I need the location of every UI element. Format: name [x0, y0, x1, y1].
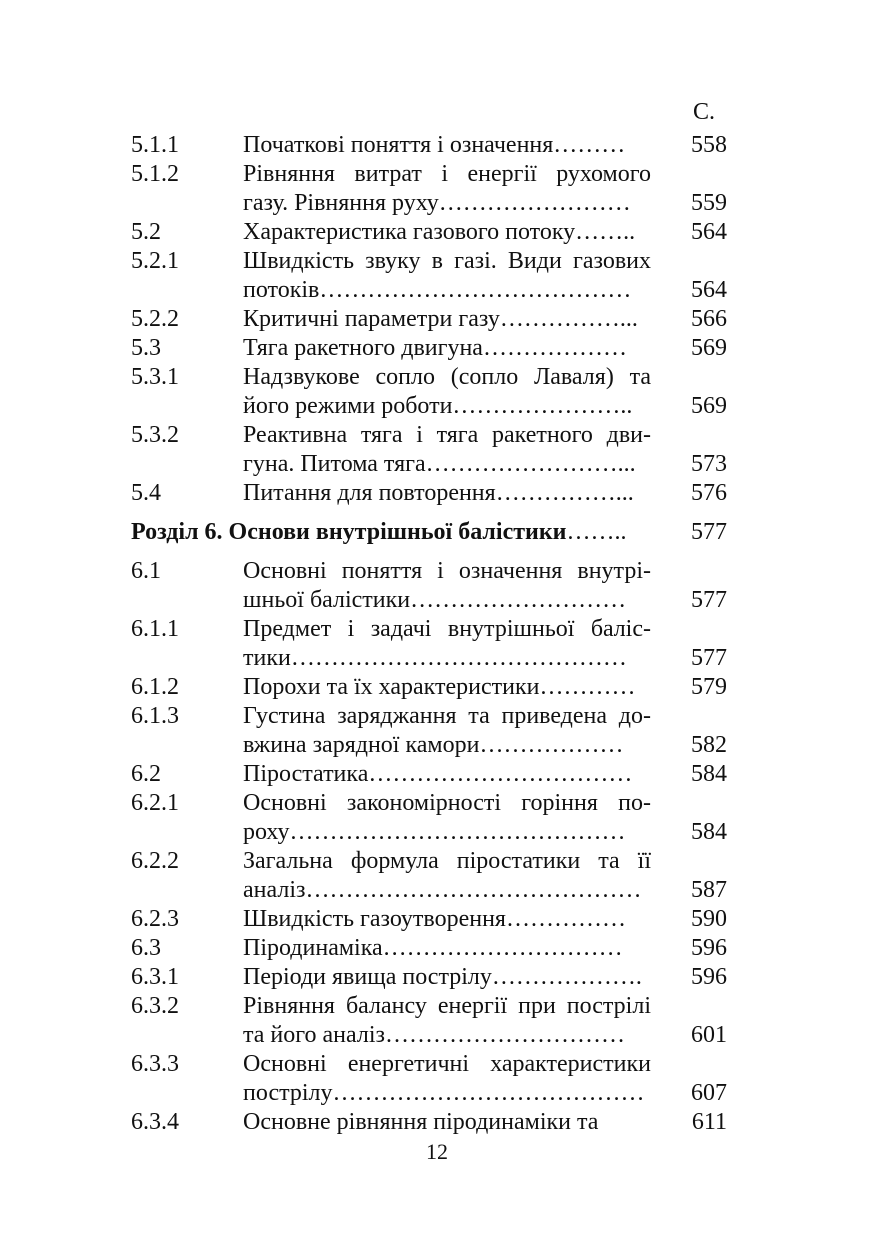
chapter-title: Розділ 6. Основи внутрішньої балістики [131, 519, 567, 545]
toc-entry [0, 218, 874, 247]
toc-entry [0, 1108, 874, 1137]
section-title-line: його режими роботи………………….. [243, 393, 633, 419]
section-title-line: Основне рівняння піродинаміки та [243, 1109, 599, 1135]
toc-entry [0, 702, 874, 760]
toc-entry [0, 963, 874, 992]
page-ref: 584 [691, 819, 727, 845]
toc-entry [0, 247, 874, 305]
page-ref: 579 [691, 674, 727, 700]
toc-entry [0, 160, 874, 218]
section-title-line: Рівняння витрат і енергії рухомого [243, 161, 651, 187]
section-title [243, 934, 651, 963]
toc-entry [0, 305, 874, 334]
toc-entry [0, 131, 874, 160]
section-title-line: Надзвукове сопло (сопло Лаваля) та [243, 364, 651, 390]
section-number: 6.3.2 [131, 993, 179, 1019]
section-title-line: Основні закономірності горіння по- [243, 790, 651, 816]
page-ref: 590 [691, 906, 727, 932]
section-title [243, 479, 651, 508]
section-number: 6.2.3 [131, 906, 179, 932]
section-title-line: вжина зарядної камори……………… [243, 732, 624, 758]
page-ref: 564 [691, 277, 727, 303]
section-number: 6.1 [131, 558, 161, 584]
section-number: 6.3.1 [131, 964, 179, 990]
section-title [243, 847, 651, 905]
section-number: 5.4 [131, 480, 161, 506]
toc-entry [0, 334, 874, 363]
section-number: 6.3.4 [131, 1109, 179, 1135]
page-ref: 577 [691, 645, 727, 671]
section-number: 6.2 [131, 761, 161, 787]
page-ref: 596 [691, 964, 727, 990]
section-title [243, 363, 651, 421]
page-ref: 569 [691, 393, 727, 419]
page-ref: 576 [691, 480, 727, 506]
section-title-line: Швидкість газоутворення…………… [243, 906, 626, 932]
section-title-line: аналіз…………………………………… [243, 877, 642, 903]
toc-entry [0, 615, 874, 673]
section-title [243, 334, 651, 363]
section-title-line: Піродинаміка………………………… [243, 935, 623, 961]
section-title-line: пострілу………………………………… [243, 1080, 645, 1106]
section-title-line: Швидкість звуку в газі. Види газових [243, 248, 651, 274]
section-title-line: Основні поняття і означення внутрі- [243, 558, 651, 584]
section-number: 5.3.1 [131, 364, 179, 390]
toc-entry [0, 363, 874, 421]
toc-entry [0, 934, 874, 963]
page-ref: 601 [691, 1022, 727, 1048]
section-title-line: Критичні параметри газу……………... [243, 306, 638, 332]
section-title-line: Загальна формула піростатики та її [243, 848, 651, 874]
page-ref: 611 [691, 1109, 727, 1135]
page-ref: 558 [691, 132, 727, 158]
section-number: 6.1.3 [131, 703, 179, 729]
toc-entry [0, 789, 874, 847]
toc-entry [0, 992, 874, 1050]
page-ref: 577 [691, 519, 727, 545]
page-ref: 582 [691, 732, 727, 758]
page-ref: 584 [691, 761, 727, 787]
section-title-line: шньої балістики……………………… [243, 587, 627, 613]
toc-entry [0, 673, 874, 702]
section-title-line: роху…………………………………… [243, 819, 626, 845]
section-number: 6.2.1 [131, 790, 179, 816]
section-title-line: та його аналіз………………………… [243, 1022, 626, 1048]
section-title-line: газу. Рівняння руху…………………… [243, 190, 631, 216]
section-title [243, 557, 651, 615]
table-of-contents [0, 131, 874, 1137]
page-ref: 596 [691, 935, 727, 961]
section-number: 5.2.1 [131, 248, 179, 274]
toc-entry [0, 847, 874, 905]
section-title [243, 131, 651, 160]
section-title-line: Густина заряджання та приведена до- [243, 703, 651, 729]
page-ref: 566 [691, 306, 727, 332]
page-ref: 577 [691, 587, 727, 613]
section-title [243, 673, 651, 702]
section-number: 5.2.2 [131, 306, 179, 332]
chapter-dots: …….. [566, 519, 627, 545]
page-ref: 573 [691, 451, 727, 477]
section-number: 6.2.2 [131, 848, 179, 874]
toc-entry [0, 557, 874, 615]
section-title-line: Періоди явища пострілу………………. [243, 964, 642, 990]
toc-entry [0, 1050, 874, 1108]
section-number: 5.3 [131, 335, 161, 361]
page-ref: 564 [691, 219, 727, 245]
section-title-line: потоків………………………………… [243, 277, 632, 303]
section-title [243, 305, 651, 334]
toc-entry [0, 905, 874, 934]
section-title-line: Характеристика газового потоку…….. [243, 219, 636, 245]
section-number: 5.3.2 [131, 422, 179, 448]
section-number: 5.1.2 [131, 161, 179, 187]
section-number: 6.1.1 [131, 616, 179, 642]
section-title [243, 1108, 651, 1137]
section-number: 6.1.2 [131, 674, 179, 700]
page-number: 12 [426, 1139, 448, 1164]
section-title-line: Початкові поняття і означення……… [243, 132, 626, 158]
section-number: 6.3.3 [131, 1051, 179, 1077]
section-title [243, 160, 651, 218]
page-ref: 559 [691, 190, 727, 216]
section-title-line: Порохи та їх характеристики………… [243, 674, 636, 700]
toc-entry [0, 479, 874, 508]
section-title [243, 760, 651, 789]
page-ref: 569 [691, 335, 727, 361]
section-title-line: Рівняння балансу енергії при пострілі [243, 993, 651, 1019]
section-title-line: Основні енергетичні характеристики [243, 1051, 651, 1077]
toc-entry [0, 760, 874, 789]
section-title-line: тики…………………………………… [243, 645, 627, 671]
section-title-line: Піростатика…………………………… [243, 761, 633, 787]
section-title-line: Реактивна тяга і тяга ракетного дви- [243, 422, 651, 448]
section-title [243, 1050, 651, 1108]
section-title [243, 963, 651, 992]
section-number: 6.3 [131, 935, 161, 961]
section-title [243, 702, 651, 760]
chapter-heading [0, 518, 874, 547]
section-number: 5.2 [131, 219, 161, 245]
section-title-line: Тяга ракетного двигуна……………… [243, 335, 627, 361]
section-title [243, 789, 651, 847]
section-title [243, 218, 651, 247]
section-title [243, 421, 651, 479]
section-title-line: гуна. Питома тяга……………………... [243, 451, 636, 477]
section-number: 5.1.1 [131, 132, 179, 158]
section-title-line: Предмет і задачі внутрішньої бaліс- [243, 616, 651, 642]
section-title-line: Питання для повторення……………... [243, 480, 634, 506]
section-title [243, 992, 651, 1050]
page-column-header: С. [693, 99, 716, 125]
page-ref: 607 [691, 1080, 727, 1106]
toc-entry [0, 421, 874, 479]
page-ref: 587 [691, 877, 727, 903]
chapter-title-row [131, 518, 651, 547]
section-title [243, 247, 651, 305]
section-title [243, 905, 651, 934]
section-title [243, 615, 651, 673]
